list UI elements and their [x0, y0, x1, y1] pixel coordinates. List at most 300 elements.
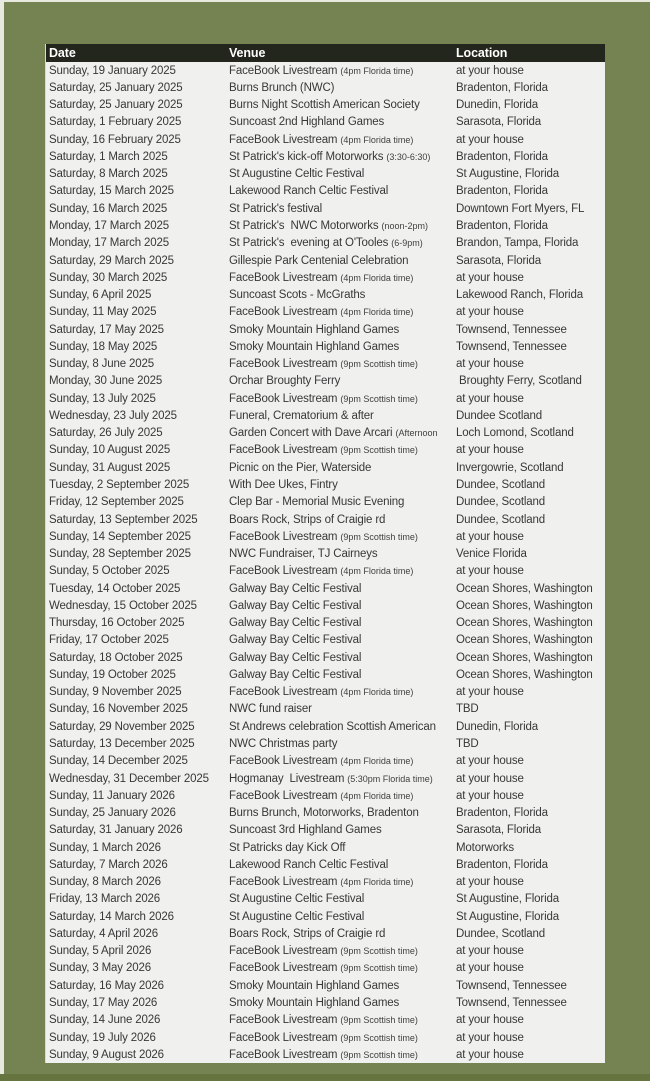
table-row: [46, 684, 605, 701]
date-cell: Sunday, 9 November 2025: [49, 686, 182, 699]
table-row: [46, 442, 605, 459]
venue-name: St Patrick's festival: [229, 202, 322, 215]
venue-cell: [226, 65, 453, 77]
location-cell: at your house: [456, 358, 524, 371]
venue-name: FaceBook Livestream: [229, 530, 338, 543]
venue-time-note: (3:30-6:30): [386, 151, 431, 162]
venue-name: FaceBook Livestream: [229, 789, 338, 802]
location-cell: at your house: [456, 565, 524, 578]
bottom-edge-strip: [0, 1074, 650, 1081]
venue-name: NWC Christmas party: [229, 737, 338, 750]
table-row: [46, 597, 605, 614]
date-cell: Sunday, 19 July 2026: [49, 1031, 156, 1044]
date-cell: Friday, 12 September 2025: [49, 496, 184, 509]
venue-cell: [226, 237, 453, 249]
venue-time-note: (4pm Florida time): [340, 65, 414, 76]
venue-cell: [226, 600, 453, 612]
venue-time-note: (4pm Florida time): [340, 687, 414, 698]
table-row: [46, 649, 605, 666]
venue-name: FaceBook Livestream: [229, 392, 338, 405]
date-cell: Sunday, 18 May 2025: [49, 340, 158, 353]
table-row: [46, 891, 605, 908]
date-cell: Sunday, 19 October 2025: [49, 668, 176, 681]
table-row: [46, 943, 605, 960]
venue-cell: [226, 203, 453, 215]
table-row: [46, 217, 605, 234]
venue-name: FaceBook Livestream: [229, 1031, 338, 1044]
venue-cell: [226, 341, 453, 353]
table-row: [46, 563, 605, 580]
table-row: [46, 666, 605, 683]
venue-name: Smoky Mountain Highland Games: [229, 340, 400, 353]
venue-name: Galway Bay Celtic Festival: [229, 668, 362, 681]
venue-name: FaceBook Livestream: [229, 1048, 338, 1061]
table-row: [46, 545, 605, 562]
location-cell: Downtown Fort Myers, FL: [456, 202, 585, 215]
date-cell: Monday, 17 March 2025: [49, 220, 170, 233]
venue-time-note: (9pm Scottish time): [340, 445, 418, 456]
table-row: [46, 580, 605, 597]
location-cell: St Augustine, Florida: [456, 893, 559, 906]
location-cell: at your house: [456, 1048, 524, 1061]
date-cell: Sunday, 6 April 2025: [49, 289, 152, 302]
venue-cell: [226, 842, 453, 854]
venue-cell: [226, 514, 453, 526]
location-cell: Dundee Scotland: [456, 409, 542, 422]
venue-cell: [226, 911, 453, 923]
date-cell: Saturday, 18 October 2025: [49, 651, 183, 664]
venue-name: FaceBook Livestream: [229, 686, 338, 699]
venue-name: FaceBook Livestream: [229, 945, 338, 958]
date-cell: Sunday, 16 March 2025: [49, 202, 168, 215]
venue-cell: [226, 1032, 453, 1044]
venue-cell: [226, 306, 453, 318]
venue-time-note: (Afternoon: [395, 428, 438, 439]
table-row: [46, 166, 605, 183]
location-cell: Bradenton, Florida: [456, 81, 548, 94]
location-cell: Ocean Shores, Washington: [456, 582, 593, 595]
location-cell: Broughty Ferry, Scotland: [456, 375, 582, 388]
date-cell: Saturday, 13 September 2025: [49, 513, 198, 526]
date-cell: Saturday, 1 March 2025: [49, 150, 168, 163]
date-cell: Sunday, 25 January 2026: [49, 807, 176, 820]
table-row: [46, 373, 605, 390]
venue-name: Suncoast 2nd Highland Games: [229, 116, 385, 129]
venue-cell: [226, 669, 453, 681]
table-row: [46, 856, 605, 873]
venue-time-note: (6-9pm): [391, 238, 423, 249]
location-cell: Townsend, Tennessee: [456, 323, 567, 336]
table-row: [46, 269, 605, 286]
date-cell: Sunday, 5 April 2026: [49, 945, 152, 958]
date-cell: Saturday, 14 March 2026: [49, 910, 174, 923]
date-cell: Sunday, 8 June 2025: [49, 358, 154, 371]
venue-name: FaceBook Livestream: [229, 64, 338, 77]
venue-name: FaceBook Livestream: [229, 1014, 338, 1027]
left-edge-strip: [0, 0, 4, 1081]
location-cell: at your house: [456, 444, 524, 457]
table-row: [46, 908, 605, 925]
table-row: [46, 131, 605, 148]
table-row: [46, 1046, 605, 1063]
venue-name: Gillespie Park Centenial Celebration: [229, 254, 409, 267]
venue-name: Galway Bay Celtic Festival: [229, 651, 362, 664]
venue-cell: [226, 151, 453, 163]
location-cell: Sarasota, Florida: [456, 254, 542, 267]
venue-cell: [226, 272, 453, 284]
location-cell: Ocean Shores, Washington: [456, 634, 593, 647]
table-row: [46, 62, 605, 79]
table-row: [46, 735, 605, 752]
venue-name: Galway Bay Celtic Festival: [229, 634, 362, 647]
venue-name: Smoky Mountain Highland Games: [229, 996, 400, 1009]
venue-cell: [226, 99, 453, 111]
table-row: [46, 839, 605, 856]
location-cell: Bradenton, Florida: [456, 185, 548, 198]
venue-cell: [226, 738, 453, 750]
venue-name: FaceBook Livestream: [229, 358, 338, 371]
location-cell: Lakewood Ranch, Florida: [456, 289, 583, 302]
table-row: [46, 459, 605, 476]
venue-cell: [226, 634, 453, 646]
venue-cell: [226, 168, 453, 180]
table-row: [46, 701, 605, 718]
venue-cell: [226, 893, 453, 905]
location-cell: at your house: [456, 392, 524, 405]
venue-time-note: (9pm Scottish time): [340, 359, 418, 370]
venue-cell: [226, 358, 453, 370]
venue-cell: [226, 410, 453, 422]
location-cell: Motorworks: [456, 841, 514, 854]
venue-cell: [226, 479, 453, 491]
table-row: [46, 97, 605, 114]
venue-cell: [226, 1014, 453, 1026]
venue-name: Burns Brunch, Motorworks, Bradenton: [229, 807, 419, 820]
location-cell: Dundee, Scotland: [456, 496, 546, 509]
venue-time-note: (9pm Scottish time): [340, 946, 418, 957]
location-cell: at your house: [456, 271, 524, 284]
venue-time-note: (4pm Florida time): [340, 877, 414, 888]
date-cell: Saturday, 16 May 2026: [49, 979, 164, 992]
date-cell: Thursday, 16 October 2025: [49, 617, 185, 630]
location-cell: Dunedin, Florida: [456, 720, 538, 733]
table-row: [46, 977, 605, 994]
venue-time-note: (4pm Florida time): [340, 566, 414, 577]
venue-name: FaceBook Livestream: [229, 306, 338, 319]
venue-cell: [226, 289, 453, 301]
date-cell: Sunday, 28 September 2025: [49, 548, 191, 561]
location-cell: at your house: [456, 530, 524, 543]
table-row: [46, 390, 605, 407]
venue-cell: [226, 962, 453, 974]
table-row: [46, 511, 605, 528]
venue-cell: [226, 255, 453, 267]
venue-name: Picnic on the Pier, Waterside: [229, 461, 372, 474]
date-cell: Saturday, 8 March 2025: [49, 168, 168, 181]
location-cell: St Augustine, Florida: [456, 168, 559, 181]
venue-name: Galway Bay Celtic Festival: [229, 599, 362, 612]
venue-name: Lakewood Ranch Celtic Festival: [229, 185, 389, 198]
location-cell: Bradenton, Florida: [456, 150, 548, 163]
venue-cell: [226, 945, 453, 957]
location-cell: Ocean Shores, Washington: [456, 617, 593, 630]
date-cell: Monday, 30 June 2025: [49, 375, 163, 388]
table-row: [46, 528, 605, 545]
venue-cell: [226, 220, 453, 232]
location-cell: at your house: [456, 962, 524, 975]
location-cell: Brandon, Tampa, Florida: [456, 237, 579, 250]
table-row: [46, 787, 605, 804]
venue-name: FaceBook Livestream: [229, 271, 338, 284]
date-cell: Sunday, 3 May 2026: [49, 962, 151, 975]
venue-name: FaceBook Livestream: [229, 444, 338, 457]
table-row: [46, 804, 605, 821]
date-cell: Saturday, 31 January 2026: [49, 824, 183, 837]
venue-name: Hogmanay Livestream: [229, 772, 345, 785]
table-row: [46, 753, 605, 770]
date-cell: Sunday, 10 August 2025: [49, 444, 171, 457]
venue-name: Galway Bay Celtic Festival: [229, 582, 362, 595]
venue-cell: [226, 807, 453, 819]
venue-name: St Patrick's evening at O'Tooles: [229, 237, 389, 250]
venue-cell: [226, 531, 453, 543]
location-cell: Ocean Shores, Washington: [456, 668, 593, 681]
table-row: [46, 148, 605, 165]
venue-cell: [226, 496, 453, 508]
table-row: [46, 183, 605, 200]
venue-time-note: (4pm Florida time): [340, 307, 414, 318]
date-cell: Wednesday, 31 December 2025: [49, 772, 209, 785]
venue-time-note: (9pm Scottish time): [340, 1015, 418, 1026]
venue-cell: [226, 997, 453, 1009]
venue-cell: [226, 755, 453, 767]
venue-name: St Augustine Celtic Festival: [229, 910, 365, 923]
venue-name: St Patricks day Kick Off: [229, 841, 346, 854]
table-row: [46, 822, 605, 839]
table-row: [46, 235, 605, 252]
table-row: [46, 425, 605, 442]
location-cell: at your house: [456, 133, 524, 146]
venue-cell: [226, 393, 453, 405]
column-header-venue: Venue: [229, 46, 266, 60]
venue-time-note: (9pm Scottish time): [340, 531, 418, 542]
date-cell: Sunday, 17 May 2026: [49, 996, 158, 1009]
date-cell: Saturday, 17 May 2025: [49, 323, 164, 336]
venue-cell: [226, 116, 453, 128]
date-cell: Wednesday, 23 July 2025: [49, 409, 177, 422]
venue-name: FaceBook Livestream: [229, 755, 338, 768]
date-cell: Sunday, 14 September 2025: [49, 530, 191, 543]
venue-cell: [226, 773, 453, 785]
date-cell: Sunday, 8 March 2026: [49, 876, 161, 889]
venue-time-note: (9pm Scottish time): [340, 1032, 418, 1043]
location-cell: at your house: [456, 876, 524, 889]
table-body: [46, 62, 605, 1063]
venue-name: Lakewood Ranch Celtic Festival: [229, 858, 389, 871]
venue-cell: [226, 462, 453, 474]
venue-name: FaceBook Livestream: [229, 876, 338, 889]
location-cell: Townsend, Tennessee: [456, 979, 567, 992]
location-cell: at your house: [456, 64, 524, 77]
location-cell: Townsend, Tennessee: [456, 996, 567, 1009]
location-cell: St Augustine, Florida: [456, 910, 559, 923]
location-cell: Sarasota, Florida: [456, 116, 542, 129]
location-cell: Townsend, Tennessee: [456, 340, 567, 353]
location-cell: Bradenton, Florida: [456, 807, 548, 820]
date-cell: Sunday, 9 August 2026: [49, 1048, 164, 1061]
venue-time-note: (9pm Scottish time): [340, 963, 418, 974]
date-cell: Tuesday, 2 September 2025: [49, 479, 190, 491]
table-row: [46, 925, 605, 942]
date-cell: Sunday, 11 January 2026: [49, 789, 175, 802]
date-cell: Saturday, 15 March 2025: [49, 185, 174, 198]
venue-cell: [226, 617, 453, 629]
date-cell: Saturday, 13 December 2025: [49, 737, 195, 750]
date-cell: Wednesday, 15 October 2025: [49, 599, 197, 612]
column-header-date: Date: [49, 46, 76, 60]
column-header-location: Location: [456, 46, 508, 60]
venue-name: Suncoast Scots - McGraths: [229, 289, 366, 302]
date-cell: Sunday, 16 February 2025: [49, 133, 181, 146]
date-cell: Saturday, 7 March 2026: [49, 858, 168, 871]
table-row: [46, 615, 605, 632]
location-cell: Loch Lomond, Scotland: [456, 427, 574, 440]
venue-name: Smoky Mountain Highland Games: [229, 979, 400, 992]
venue-name: Clep Bar - Memorial Music Evening: [229, 496, 405, 509]
venue-name: Boars Rock, Strips of Craigie rd: [229, 927, 386, 940]
venue-time-note: (4pm Florida time): [340, 756, 414, 767]
date-cell: Friday, 17 October 2025: [49, 634, 169, 647]
location-cell: Ocean Shores, Washington: [456, 599, 593, 612]
venue-name: St Augustine Celtic Festival: [229, 168, 365, 181]
date-cell: Saturday, 29 November 2025: [49, 720, 195, 733]
top-edge-strip: [0, 0, 650, 2]
date-cell: Saturday, 4 April 2026: [49, 927, 159, 940]
venue-cell: [226, 928, 453, 940]
venue-name: With Dee Ukes, Fintry: [229, 479, 338, 491]
venue-cell: [226, 548, 453, 560]
venue-name: Galway Bay Celtic Festival: [229, 617, 362, 630]
location-cell: TBD: [456, 703, 479, 716]
location-cell: at your house: [456, 755, 524, 768]
location-cell: Bradenton, Florida: [456, 220, 548, 233]
location-cell: at your house: [456, 1014, 524, 1027]
venue-name: FaceBook Livestream: [229, 962, 338, 975]
venue-cell: [226, 686, 453, 698]
date-cell: Saturday, 29 March 2025: [49, 254, 174, 267]
location-cell: Invergowrie, Scotland: [456, 461, 564, 474]
location-cell: at your house: [456, 306, 524, 319]
table-row: [46, 114, 605, 131]
venue-name: Boars Rock, Strips of Craigie rd: [229, 513, 386, 526]
venue-time-note: (4pm Florida time): [340, 272, 414, 283]
table-row: [46, 407, 605, 424]
venue-cell: [226, 375, 453, 387]
venue-cell: [226, 185, 453, 197]
table-row: [46, 494, 605, 511]
table-row: [46, 304, 605, 321]
table-row: [46, 252, 605, 269]
date-cell: Saturday, 1 February 2025: [49, 116, 182, 129]
venue-cell: [226, 790, 453, 802]
venue-cell: [226, 444, 453, 456]
table-row: [46, 632, 605, 649]
events-table: [45, 44, 605, 1063]
venue-time-note: (noon-2pm): [381, 221, 428, 232]
venue-cell: [226, 859, 453, 871]
venue-cell: [226, 427, 453, 439]
date-cell: Monday, 17 March 2025: [49, 237, 170, 250]
location-cell: Dundee, Scotland: [456, 927, 546, 940]
venue-cell: [226, 703, 453, 715]
table-row: [46, 1029, 605, 1046]
date-cell: Sunday, 30 March 2025: [49, 271, 168, 284]
location-cell: Dundee, Scotland: [456, 513, 546, 526]
location-cell: TBD: [456, 737, 479, 750]
venue-name: NWC Fundraiser, TJ Cairneys: [229, 548, 378, 561]
venue-cell: [226, 980, 453, 992]
venue-name: Funeral, Crematorium & after: [229, 409, 374, 422]
venue-cell: [226, 134, 453, 146]
table-row: [46, 79, 605, 96]
venue-name: Smoky Mountain Highland Games: [229, 323, 400, 336]
venue-name: Burns Night Scottish American Society: [229, 99, 420, 112]
table-row: [46, 321, 605, 338]
venue-name: Garden Concert with Dave Arcari: [229, 427, 393, 440]
venue-cell: [226, 1049, 453, 1061]
venue-cell: [226, 652, 453, 664]
date-cell: Sunday, 31 August 2025: [49, 461, 171, 474]
venue-time-note: (4pm Florida time): [340, 134, 414, 145]
venue-name: FaceBook Livestream: [229, 133, 338, 146]
venue-time-note: (9pm Scottish time): [340, 1049, 418, 1060]
table-row: [46, 286, 605, 303]
table-row: [46, 476, 605, 493]
location-cell: Venice Florida: [456, 548, 527, 561]
location-cell: Bradenton, Florida: [456, 858, 548, 871]
date-cell: Sunday, 16 November 2025: [49, 703, 188, 716]
venue-cell: [226, 324, 453, 336]
location-cell: Ocean Shores, Washington: [456, 651, 593, 664]
table-row: [46, 770, 605, 787]
location-cell: Dunedin, Florida: [456, 99, 538, 112]
table-row: [46, 960, 605, 977]
venue-name: St Augustine Celtic Festival: [229, 893, 365, 906]
location-cell: at your house: [456, 1031, 524, 1044]
date-cell: Sunday, 13 July 2025: [49, 392, 156, 405]
venue-name: Burns Brunch (NWC): [229, 81, 335, 94]
venue-time-note: (4pm Florida time): [340, 790, 414, 801]
location-cell: at your house: [456, 686, 524, 699]
date-cell: Friday, 13 March 2026: [49, 893, 161, 906]
date-cell: Saturday, 26 July 2025: [49, 427, 163, 440]
venue-name: NWC fund raiser: [229, 703, 312, 716]
venue-cell: [226, 876, 453, 888]
venue-name: St Patrick's NWC Motorworks: [229, 220, 379, 233]
table-row: [46, 994, 605, 1011]
venue-name: Orchar Broughty Ferry: [229, 375, 341, 388]
venue-cell: [226, 721, 453, 733]
date-cell: Saturday, 25 January 2025: [49, 81, 183, 94]
date-cell: Tuesday, 14 October 2025: [49, 582, 181, 595]
date-cell: Sunday, 19 January 2025: [49, 64, 176, 77]
venue-time-note: (5:30pm Florida time): [347, 773, 433, 784]
table-row: [46, 200, 605, 217]
location-cell: at your house: [456, 789, 524, 802]
venue-name: FaceBook Livestream: [229, 565, 338, 578]
date-cell: Sunday, 14 June 2026: [49, 1014, 161, 1027]
date-cell: Sunday, 5 October 2025: [49, 565, 170, 578]
